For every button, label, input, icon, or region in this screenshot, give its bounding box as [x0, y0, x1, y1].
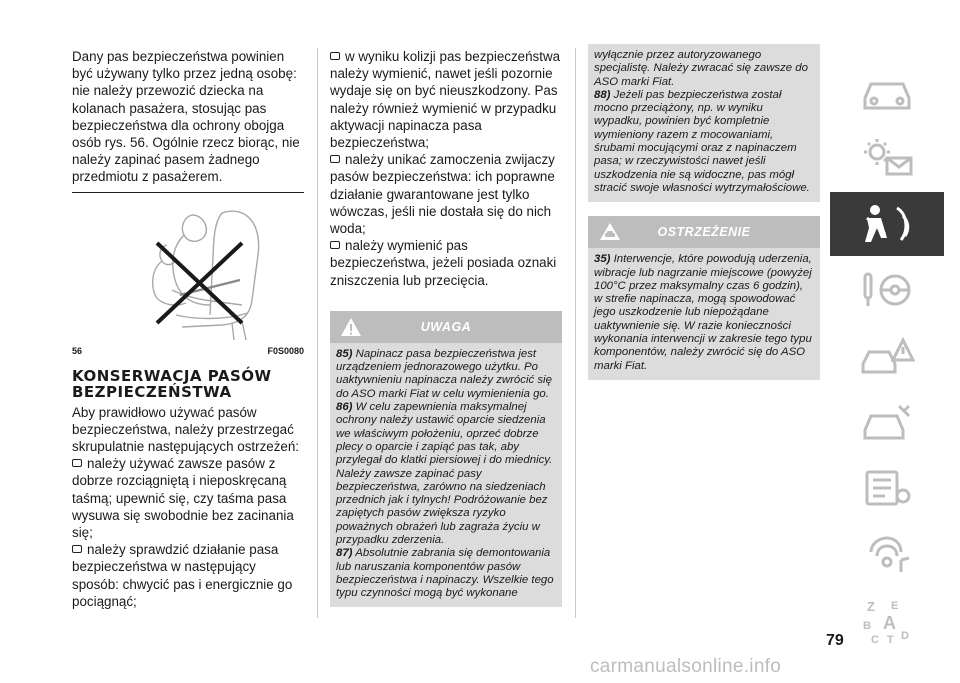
checkbox-bullet-icon	[330, 52, 340, 60]
caution-item: 35) Interwencje, które powodują uderzenia, wibracje lub nagrzanie miejscowe (powyżej 100°C przez maksymalny czas 6 godzin), w strefie napinacza, mogą spowodować jego uszkodzenie lub niepożądane uaktywnienie się. W razie konieczności wykonania interwencji w zakresie tego typu komponentów, należy zwrócić się do ASO marki Fiat.	[594, 253, 812, 372]
svg-text:T: T	[887, 634, 894, 645]
figure-number: 56	[72, 345, 83, 356]
intro-paragraph: Dany pas bezpieczeństwa powinien być używany tylko przez jedną osobę: nie należy przewozić dziecka na kolanach pasażera, stosując pas bezpieczeństwa dla ochrony obojga osób rys. 56. Ogólnie rzecz biorąc, nie należy zapinać pasem żadnego przedmiotu z pasażerem.	[72, 49, 300, 185]
tab-multimedia[interactable]	[830, 522, 944, 586]
svg-text:B: B	[863, 620, 871, 632]
column-3	[588, 44, 820, 380]
multimedia-icon	[857, 532, 917, 576]
tab-maintenance[interactable]	[830, 390, 944, 454]
caution-title: OSTRZEŻENIE	[657, 225, 751, 240]
warning-item: 86) W celu zapewnienia maksymalnej ochrony należy ustawić oparcie siedzenia we właściwym położeniu, oprzeć dobrze plecy o oparcie i zapiąć pas tak, aby przylegał do klatki piersiowej i do miednicy. Należy zawsze zapinać pasy bezpieczeństwa, zarówno na siedzeniach przednich jak i tylnych! Podróżowanie bez zapiętych pasów zwiększa ryzyko poważnych obrażeń lub zagraża życiu w przypadku zderzenia.	[336, 401, 553, 546]
lights-mail-icon	[857, 136, 917, 180]
child-on-lap-illustration	[72, 195, 304, 345]
index-abc-icon	[857, 595, 917, 645]
list-item: należy używać zawsze pasów z dobrze rozciągniętą i nieposkręcaną taśmą; upewnić się, czy taśma pasa wysuwa się swobodnie bez zacinania się;	[72, 456, 294, 541]
key-steering-icon	[857, 268, 917, 312]
car-caution-icon	[598, 222, 622, 242]
warning-box	[330, 311, 562, 608]
chapter-tabs	[830, 60, 944, 654]
warning-triangle-icon	[340, 317, 362, 337]
technical-data-icon	[857, 466, 917, 510]
divider	[72, 192, 304, 193]
section-heading: KONSERWACJA PASÓW BEZPIECZEŃSTWA	[72, 366, 272, 401]
svg-text:Z: Z	[867, 599, 875, 614]
caution-body	[588, 248, 820, 380]
tab-technical-data[interactable]	[830, 456, 944, 520]
warning-crash-icon	[857, 334, 917, 378]
svg-text:E: E	[891, 600, 899, 612]
warning-body	[330, 343, 562, 608]
page-number: 79	[826, 632, 844, 649]
list-item: należy wymienić pas bezpieczeństwa, jeżeli posiada oznaki zniszczenia lub przecięcia.	[330, 238, 557, 288]
tab-emergency[interactable]	[830, 324, 944, 388]
list-item: w wyniku kolizji pas bezpieczeństwa należy wymienić, nawet jeśli pozornie wydaje się on być nieuszkodzony. Pas należy również wymienić w przypadku aktywacji napinacza pasa bezpieczeństwa;	[330, 49, 561, 151]
figure-code: F0S0080	[267, 345, 304, 356]
tab-index[interactable]	[830, 588, 944, 652]
list-item: należy sprawdzić działanie pasa bezpieczeństwa w następujący sposób: chwycić pas i energicznie go pociągnąć;	[72, 542, 293, 609]
column-divider	[317, 48, 318, 618]
warning-continuation	[588, 44, 820, 202]
warning-title: UWAGA	[420, 319, 472, 334]
figure-caption	[72, 346, 304, 356]
car-dashboard-icon	[857, 70, 917, 114]
column-divider	[575, 48, 576, 618]
warning-header	[330, 311, 562, 343]
svg-text:A: A	[883, 613, 896, 633]
tab-starting[interactable]	[830, 258, 944, 322]
continuation-text: wyłącznie przez autoryzowanego specjalistę. Należy zwracać się zawsze do ASO marki Fiat.	[594, 49, 808, 88]
tab-dashboard[interactable]	[830, 60, 944, 124]
checkbox-bullet-icon	[330, 241, 340, 249]
tab-lights[interactable]	[830, 126, 944, 190]
column-2	[330, 48, 562, 607]
list-item: należy unikać zamoczenia zwijaczy pasów bezpieczeństwa: ich poprawne działanie gwarantowane jest tylko wówczas, jeśli nie dostała się do nich woda;	[330, 152, 555, 237]
svg-text:D: D	[901, 630, 909, 642]
warning-item: 85) Napinacz pasa bezpieczeństwa jest urządzeniem jednorazowego użytku. Po uaktywnieniu napinacza należy zwrócić się do ASO marki Fiat w celu wymienienia go.	[336, 347, 552, 400]
seatbelt-airbag-icon	[857, 200, 917, 248]
warning-item: 88) Jeżeli pas bezpieczeństwa został mocno przeciążony, np. w wyniku wypadku, powinien być kompletnie wymieniony razem z mocowaniami, śrubami mocującymi oraz z napinaczem pasa; w rzeczywistości nawet jeśli uszkodzenia nie są widoczne, pas mógł stracić swoje własności wytrzymałościowe.	[594, 88, 810, 194]
warning-item: 87) Absolutnie zabrania się demontowania lub naruszania komponentów pasów bezpieczeństwa i napinaczy. Wszelkie tego typu czynności mogą być wykonane	[336, 547, 554, 600]
checkbox-bullet-icon	[72, 545, 82, 553]
watermark: carmanualsonline.info	[590, 656, 782, 677]
checkbox-bullet-icon	[72, 459, 82, 467]
caution-box	[588, 216, 820, 380]
checkbox-bullet-icon	[330, 155, 340, 163]
service-maintenance-icon	[857, 400, 917, 444]
svg-text:C: C	[871, 634, 879, 645]
tab-safety[interactable]	[830, 192, 944, 256]
figure-56	[72, 195, 304, 345]
column-1	[72, 48, 304, 610]
caution-header	[588, 216, 820, 248]
section-text: Aby prawidłowo używać pasów bezpieczeństwa, należy przestrzegać skrupulatnie następujących ostrzeżeń:	[72, 404, 300, 455]
